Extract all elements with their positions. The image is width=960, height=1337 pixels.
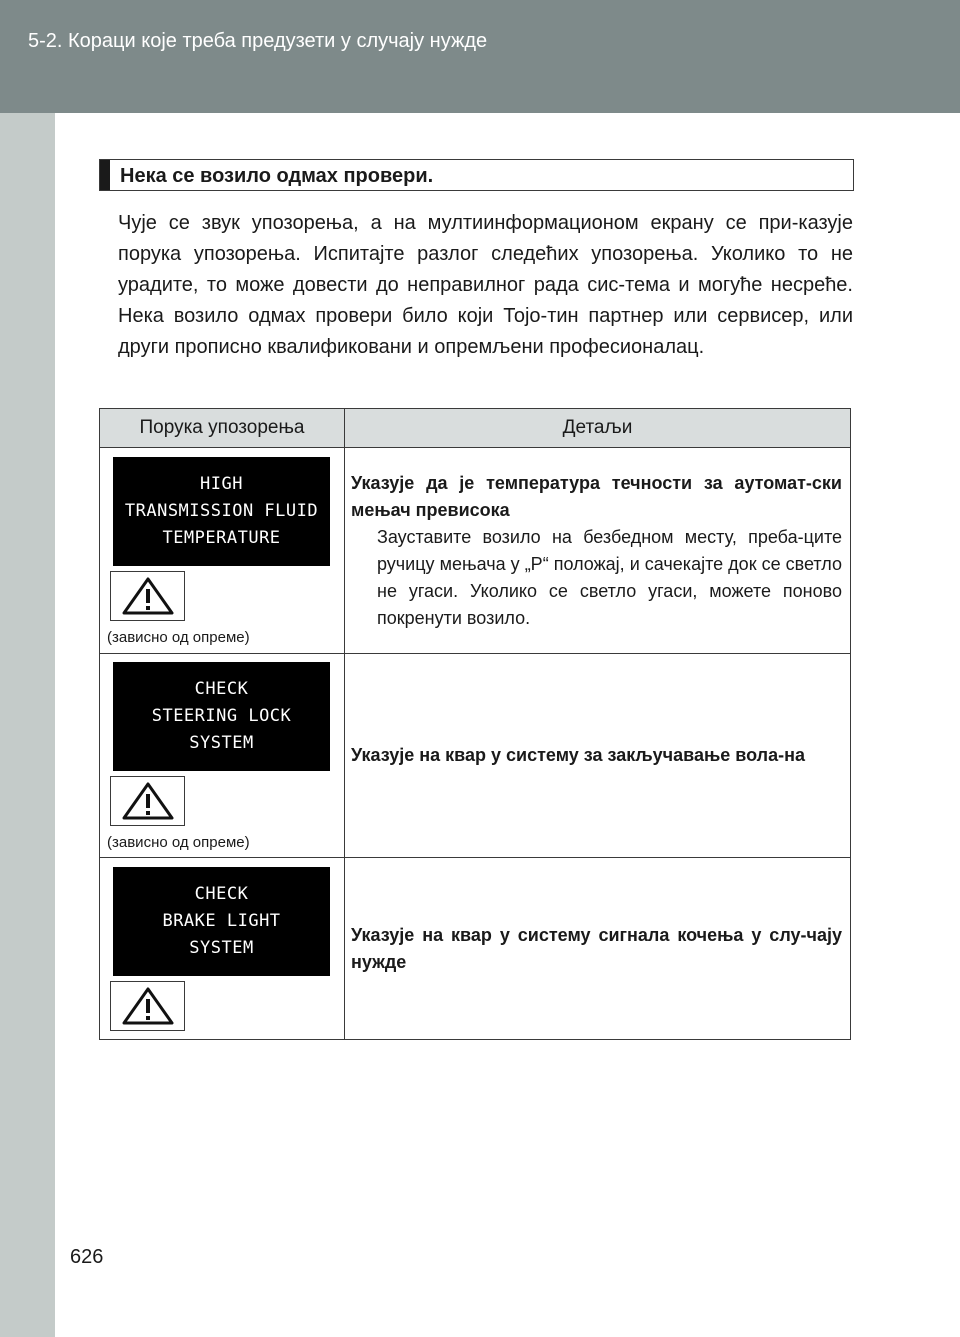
- screen-line: SYSTEM: [189, 938, 254, 958]
- section-title: Нека се возило одмах провери.: [120, 165, 434, 187]
- warning-triangle-icon: [121, 781, 175, 821]
- equipment-note: (зависно од опреме): [107, 834, 250, 851]
- warning-box: [110, 776, 185, 826]
- message-cell: [100, 448, 345, 654]
- chapter-title: 5-2. Кораци које треба предузети у случају нужде: [28, 30, 488, 52]
- page-number: 626: [70, 1246, 104, 1268]
- message-cell: [100, 858, 345, 1040]
- details-cell: [345, 654, 851, 858]
- equipment-note: (зависно од опреме): [107, 629, 250, 646]
- screen-line: CHECK: [194, 884, 249, 904]
- header-message: Порука упозорења: [100, 409, 345, 448]
- warning-triangle-icon: [121, 576, 175, 616]
- table-header-row: [100, 409, 851, 448]
- screen-line: SYSTEM: [189, 733, 254, 753]
- side-strip: [0, 113, 55, 1337]
- intro-paragraph: Чује се звук упозорења, а на мултиинформационом екрану се при-казује порука упозорења. Испитајте разлог следећих упозорења. Уколико то не урадите, то може довести до неправилног рада сис-тема и могуће несреће. Нека возило одмах провери било који Тојо-тин партнер или сервисер, или други прописно квалификовани и опремљени професионалац.: [118, 212, 853, 358]
- warning-box: [110, 571, 185, 621]
- message-screen: [113, 457, 330, 566]
- screen-line: HIGH: [200, 474, 243, 494]
- screen-line: STEERING LOCK: [151, 706, 292, 726]
- table-row: [100, 654, 851, 858]
- screen-line: CHECK: [194, 679, 249, 699]
- screen-line: BRAKE LIGHT: [162, 911, 281, 931]
- detail-title: Указује на квар у систему за закључавање вола-на: [351, 745, 805, 765]
- details-cell: [345, 858, 851, 1040]
- detail-body: Зауставите возило на безбедном месту, преба-ците ручицу мењача у „P“ положај, и сачекајте док се светло не угаси. Уколико се светло угаси, можете поново покренути возило.: [377, 526, 842, 628]
- warning-box: [110, 981, 185, 1031]
- section-heading: [99, 159, 854, 191]
- screen-line: TRANSMISSION FLUID: [124, 501, 319, 521]
- message-cell: [100, 654, 345, 858]
- message-screen: [113, 867, 330, 976]
- warning-triangle-icon: [121, 986, 175, 1026]
- header-details: Детаљи: [345, 409, 851, 448]
- section-marker: [100, 160, 110, 190]
- warning-table: [99, 408, 851, 1040]
- detail-title: Указује на квар у систему сигнала кочења у слу-чају нужде: [351, 924, 842, 972]
- header-bar: [0, 0, 960, 113]
- table-row: [100, 858, 851, 1040]
- details-cell: [345, 448, 851, 654]
- detail-title: Указује да је температура течности за аутомат-ски мењач превисока: [351, 472, 842, 520]
- table-row: [100, 448, 851, 654]
- screen-line: TEMPERATURE: [162, 528, 281, 548]
- message-screen: [113, 662, 330, 771]
